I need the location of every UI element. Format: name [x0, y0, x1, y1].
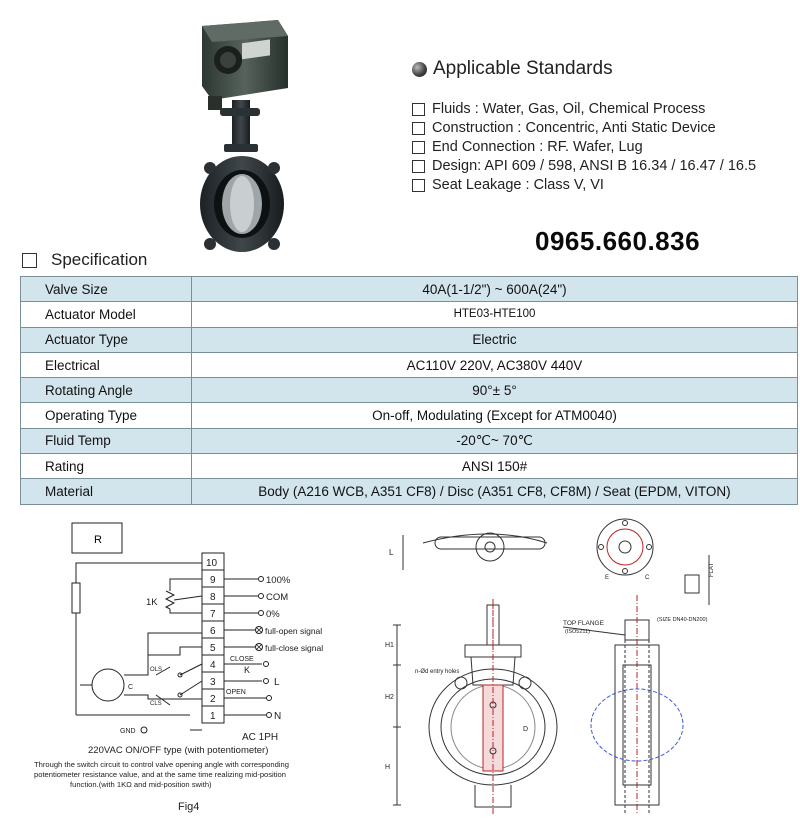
full-open-signal-label: full-open signal — [265, 626, 323, 636]
description-line: Through the switch circuit to control valve opening angle with corresponding — [34, 760, 289, 769]
row-value: Electric — [192, 327, 798, 352]
dim-c-label: C — [645, 575, 650, 581]
size-note-label: (SIZE DN40-DN200) — [657, 617, 708, 623]
checkbox-icon — [412, 179, 425, 192]
standards-item: Seat Leakage : Class V, VI — [412, 176, 800, 195]
row-label: Actuator Type — [21, 327, 192, 352]
description-line: function.(with 1KΩ and mid-position swith) — [70, 780, 212, 789]
row-value: 90°± 5° — [192, 378, 798, 403]
dim-h1-label: H1 — [385, 642, 394, 649]
table-row — [21, 479, 798, 504]
description-line: potentiometer resistance value, and at the same time realizing mid-position — [34, 770, 286, 779]
row-label: Valve Size — [21, 277, 192, 302]
output-0-label: 0% — [266, 609, 280, 620]
pot-label: 1K — [146, 597, 158, 608]
flat-label: FLAT — [709, 562, 715, 577]
terminal-number: 6 — [210, 626, 216, 637]
l-label: L — [274, 677, 280, 688]
row-label: Fluid Temp — [21, 428, 192, 453]
standards-item: Design: API 609 / 598, ANSI B 16.34 / 16.47 / 16.5 — [412, 157, 800, 176]
standards-heading — [412, 58, 800, 80]
table-row — [21, 403, 798, 428]
k-label: K — [244, 665, 251, 675]
table-row — [21, 302, 798, 327]
dim-h2-label: H2 — [385, 694, 394, 701]
table-row — [21, 454, 798, 479]
row-label: Material — [21, 479, 192, 504]
top-flange-sub-label: (ISO5211) — [565, 629, 590, 635]
ols-label: OLS — [150, 667, 163, 673]
terminal-number: 5 — [210, 643, 216, 654]
row-value: -20℃~ 70℃ — [192, 428, 798, 453]
checkbox-icon — [22, 253, 37, 268]
terminal-number: 3 — [210, 677, 216, 688]
row-label: Rating — [21, 454, 192, 479]
phone-number: 0965.660.836 — [535, 226, 701, 256]
row-label: Electrical — [21, 352, 192, 377]
specification-table — [20, 276, 798, 505]
row-value: HTE03-HTE100 — [192, 302, 798, 327]
terminal-number: 9 — [210, 575, 216, 586]
standards-item: Construction : Concentric, Anti Static Device — [412, 119, 800, 138]
close-label: CLOSE — [230, 656, 254, 663]
row-value: AC110V 220V, AC380V 440V — [192, 352, 798, 377]
dim-d-label: D — [523, 726, 529, 733]
row-label: Operating Type — [21, 403, 192, 428]
applicable-standards — [412, 58, 800, 195]
terminal-number: 10 — [206, 558, 218, 569]
type-caption: 220VAC ON/OFF type (with potentiometer) — [88, 745, 269, 756]
standards-list — [412, 100, 800, 195]
standards-title: Applicable Standards — [433, 58, 613, 79]
n-label: N — [274, 711, 282, 722]
dim-l-label: L — [389, 548, 394, 557]
table-row — [21, 428, 798, 453]
terminal-number: 7 — [210, 609, 216, 620]
open-label: OPEN — [226, 689, 246, 696]
top-flange-label: TOP FLANGE — [563, 620, 604, 627]
table-row — [21, 352, 798, 377]
standards-item: Fluids : Water, Gas, Oil, Chemical Process — [412, 100, 800, 119]
row-value: Body (A216 WCB, A351 CF8) / Disc (A351 CF8, CF8M) / Seat (EPDM, VITON) — [192, 479, 798, 504]
row-label: Actuator Model — [21, 302, 192, 327]
checkbox-icon — [412, 122, 425, 135]
table-row — [21, 327, 798, 352]
dim-h-label: H — [385, 764, 391, 771]
figure-label: Fig4 — [178, 801, 200, 813]
wiring-diagram — [30, 515, 360, 820]
output-com-label: COM — [266, 592, 289, 603]
valve-product-image — [180, 8, 300, 258]
bullet-icon — [412, 62, 427, 77]
checkbox-icon — [412, 103, 425, 116]
row-label: Rotating Angle — [21, 378, 192, 403]
technical-drawings — [375, 515, 800, 820]
r-label: R — [94, 534, 102, 546]
ac-label: AC 1PH — [242, 732, 279, 743]
row-value: ANSI 150# — [192, 454, 798, 479]
cls-label: CLS — [150, 701, 162, 707]
terminal-number: 8 — [210, 592, 216, 603]
standards-item: End Connection : RF. Wafer, Lug — [412, 138, 800, 157]
c-label: C — [128, 684, 134, 691]
row-value: 40A(1-1/2") ~ 600A(24") — [192, 277, 798, 302]
table-row — [21, 277, 798, 302]
gnd-label: GND — [120, 728, 136, 735]
specification-heading: Specification — [22, 250, 147, 270]
checkbox-icon — [412, 160, 425, 173]
full-close-signal-label: full-close signal — [265, 643, 324, 653]
holes-label: n-Ød entry holes — [415, 669, 460, 675]
terminal-number: 1 — [210, 711, 216, 722]
terminal-number: 4 — [210, 660, 216, 671]
row-value: On-off, Modulating (Except for ATM0040) — [192, 403, 798, 428]
checkbox-icon — [412, 141, 425, 154]
table-row — [21, 378, 798, 403]
dim-e-label: E — [605, 575, 610, 581]
terminal-number: 2 — [210, 694, 216, 705]
output-100-label: 100% — [266, 575, 291, 586]
